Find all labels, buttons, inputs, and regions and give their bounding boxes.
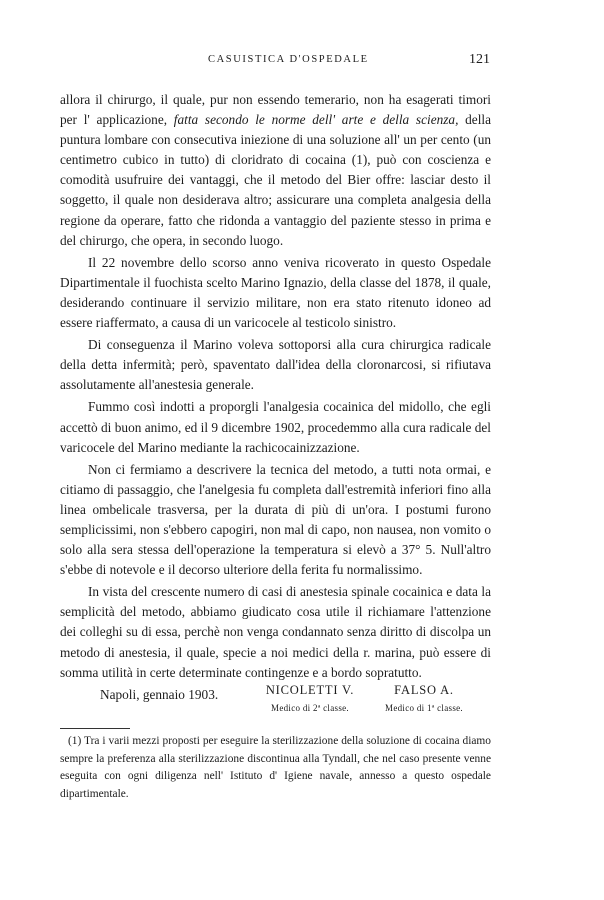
running-title: CASUISTICA D'OSPEDALE: [208, 54, 369, 65]
footnote: [60, 733, 491, 803]
paragraph-3: Di conseguenza il Marino voleva sottoporsi alla cura chirurgica radicale della detta infermità; però, spaventato dall'idea della cloronarcosi, si rifiutava assolutamente all'anestesia generale.: [60, 337, 491, 393]
paragraph-1-start: allora il chirurgo, il quale, pur non essendo temerario, non ha esagerati timori per l' applicazione,: [60, 92, 491, 128]
signatures: [0, 683, 604, 723]
place-date: Napoli, gennaio 1903.: [100, 686, 219, 702]
footnote-rule: [60, 728, 130, 729]
signature-role: Medico di 2ª classe.: [271, 703, 349, 713]
signature-name: FALSO A.: [394, 683, 454, 697]
signature-nicoletti: [245, 683, 375, 713]
signature-name: NICOLETTI V.: [265, 683, 355, 697]
paragraph-1: [60, 90, 491, 251]
footnote-text: (1) Tra i varii mezzi proposti per eseguire la sterilizzazione della soluzione di cocaina diamo sempre la preferenza alla sterilizzazione discontinua alla Tyndall, che nel caso presente venne eseguita con ogni diligenza nell' Istituto d' Igiene navale, annesso a questo ospedale dipartimentale.: [60, 735, 491, 800]
signature-falso: [363, 683, 485, 713]
signature-role: Medico di 1ª classe.: [385, 703, 463, 713]
paragraph-5: Non ci fermiamo a descrivere la tecnica del metodo, a tutti nota ormai, e citiamo di passaggio, che l'anelgesia fu completa dall'estremità inferiori fino alla linea ombelicale trasversa, per la durata di più di un'ora. I postumi furono semplicissimi, non s'ebbero capogiri, non mal di capo, non nausea, non vomito o solo alla sera stessa dell'operazione la temperatura si elevò a 37° 5. Null'altro s'ebbe di notevole e il decorso ulteriore della ferita fu normalissimo.: [60, 461, 491, 578]
page-header: [60, 52, 490, 72]
paragraph-4: Fummo così indotti a proporgli l'analgesia cocainica del midollo, che egli accettò di buon animo, ed il 9 dicembre 1902, procedemmo alla cura radicale del varicocele del Marino mediante la rachicocainizzazione.: [60, 399, 491, 455]
paragraph-1-end: della puntura lombare con consecutiva iniezione di una soluzione all' un per cento (un centimetro cubico in tutto) di cloridrato di cocaina (1), può con coscienza e comodità usufruire dei vantaggi, che il metodo del Bier offre: lasciar desto il soggetto, il quale non desiderava altro; assicurare una completa analgesia della regione da operare, fatto che ridonda a vantaggio del paziente stesso in prima e del chirurgo, che opera, in secondo luogo.: [60, 112, 491, 248]
body-text: [60, 90, 491, 705]
page-number: 121: [469, 52, 490, 67]
paragraph-1-italic: fatta secondo le norme dell' arte e della scienza,: [173, 112, 459, 128]
paragraph-6: In vista del crescente numero di casi di anestesia spinale cocainica e data la semplicità del metodo, abbiamo giudicato cosa utile il richiamare l'attenzione dei colleghi su di essa, perchè non venga condannato senza diritto di discolpa un metodo di anestesia, il quale, specie a noi medici della r. marina, può essere di somma utilità in certe determinate contingenze e a bordo sopratutto.: [60, 584, 491, 680]
paragraph-2: Il 22 novembre dello scorso anno veniva ricoverato in questo Ospedale Dipartimentale il fuochista scelto Marino Ignazio, della classe del 1878, il quale, desiderando continuare il servizio militare, non era stato ritenuto idoneo ad essere riaffermato, a causa di un varicocele al testicolo sinistro.: [60, 254, 491, 331]
